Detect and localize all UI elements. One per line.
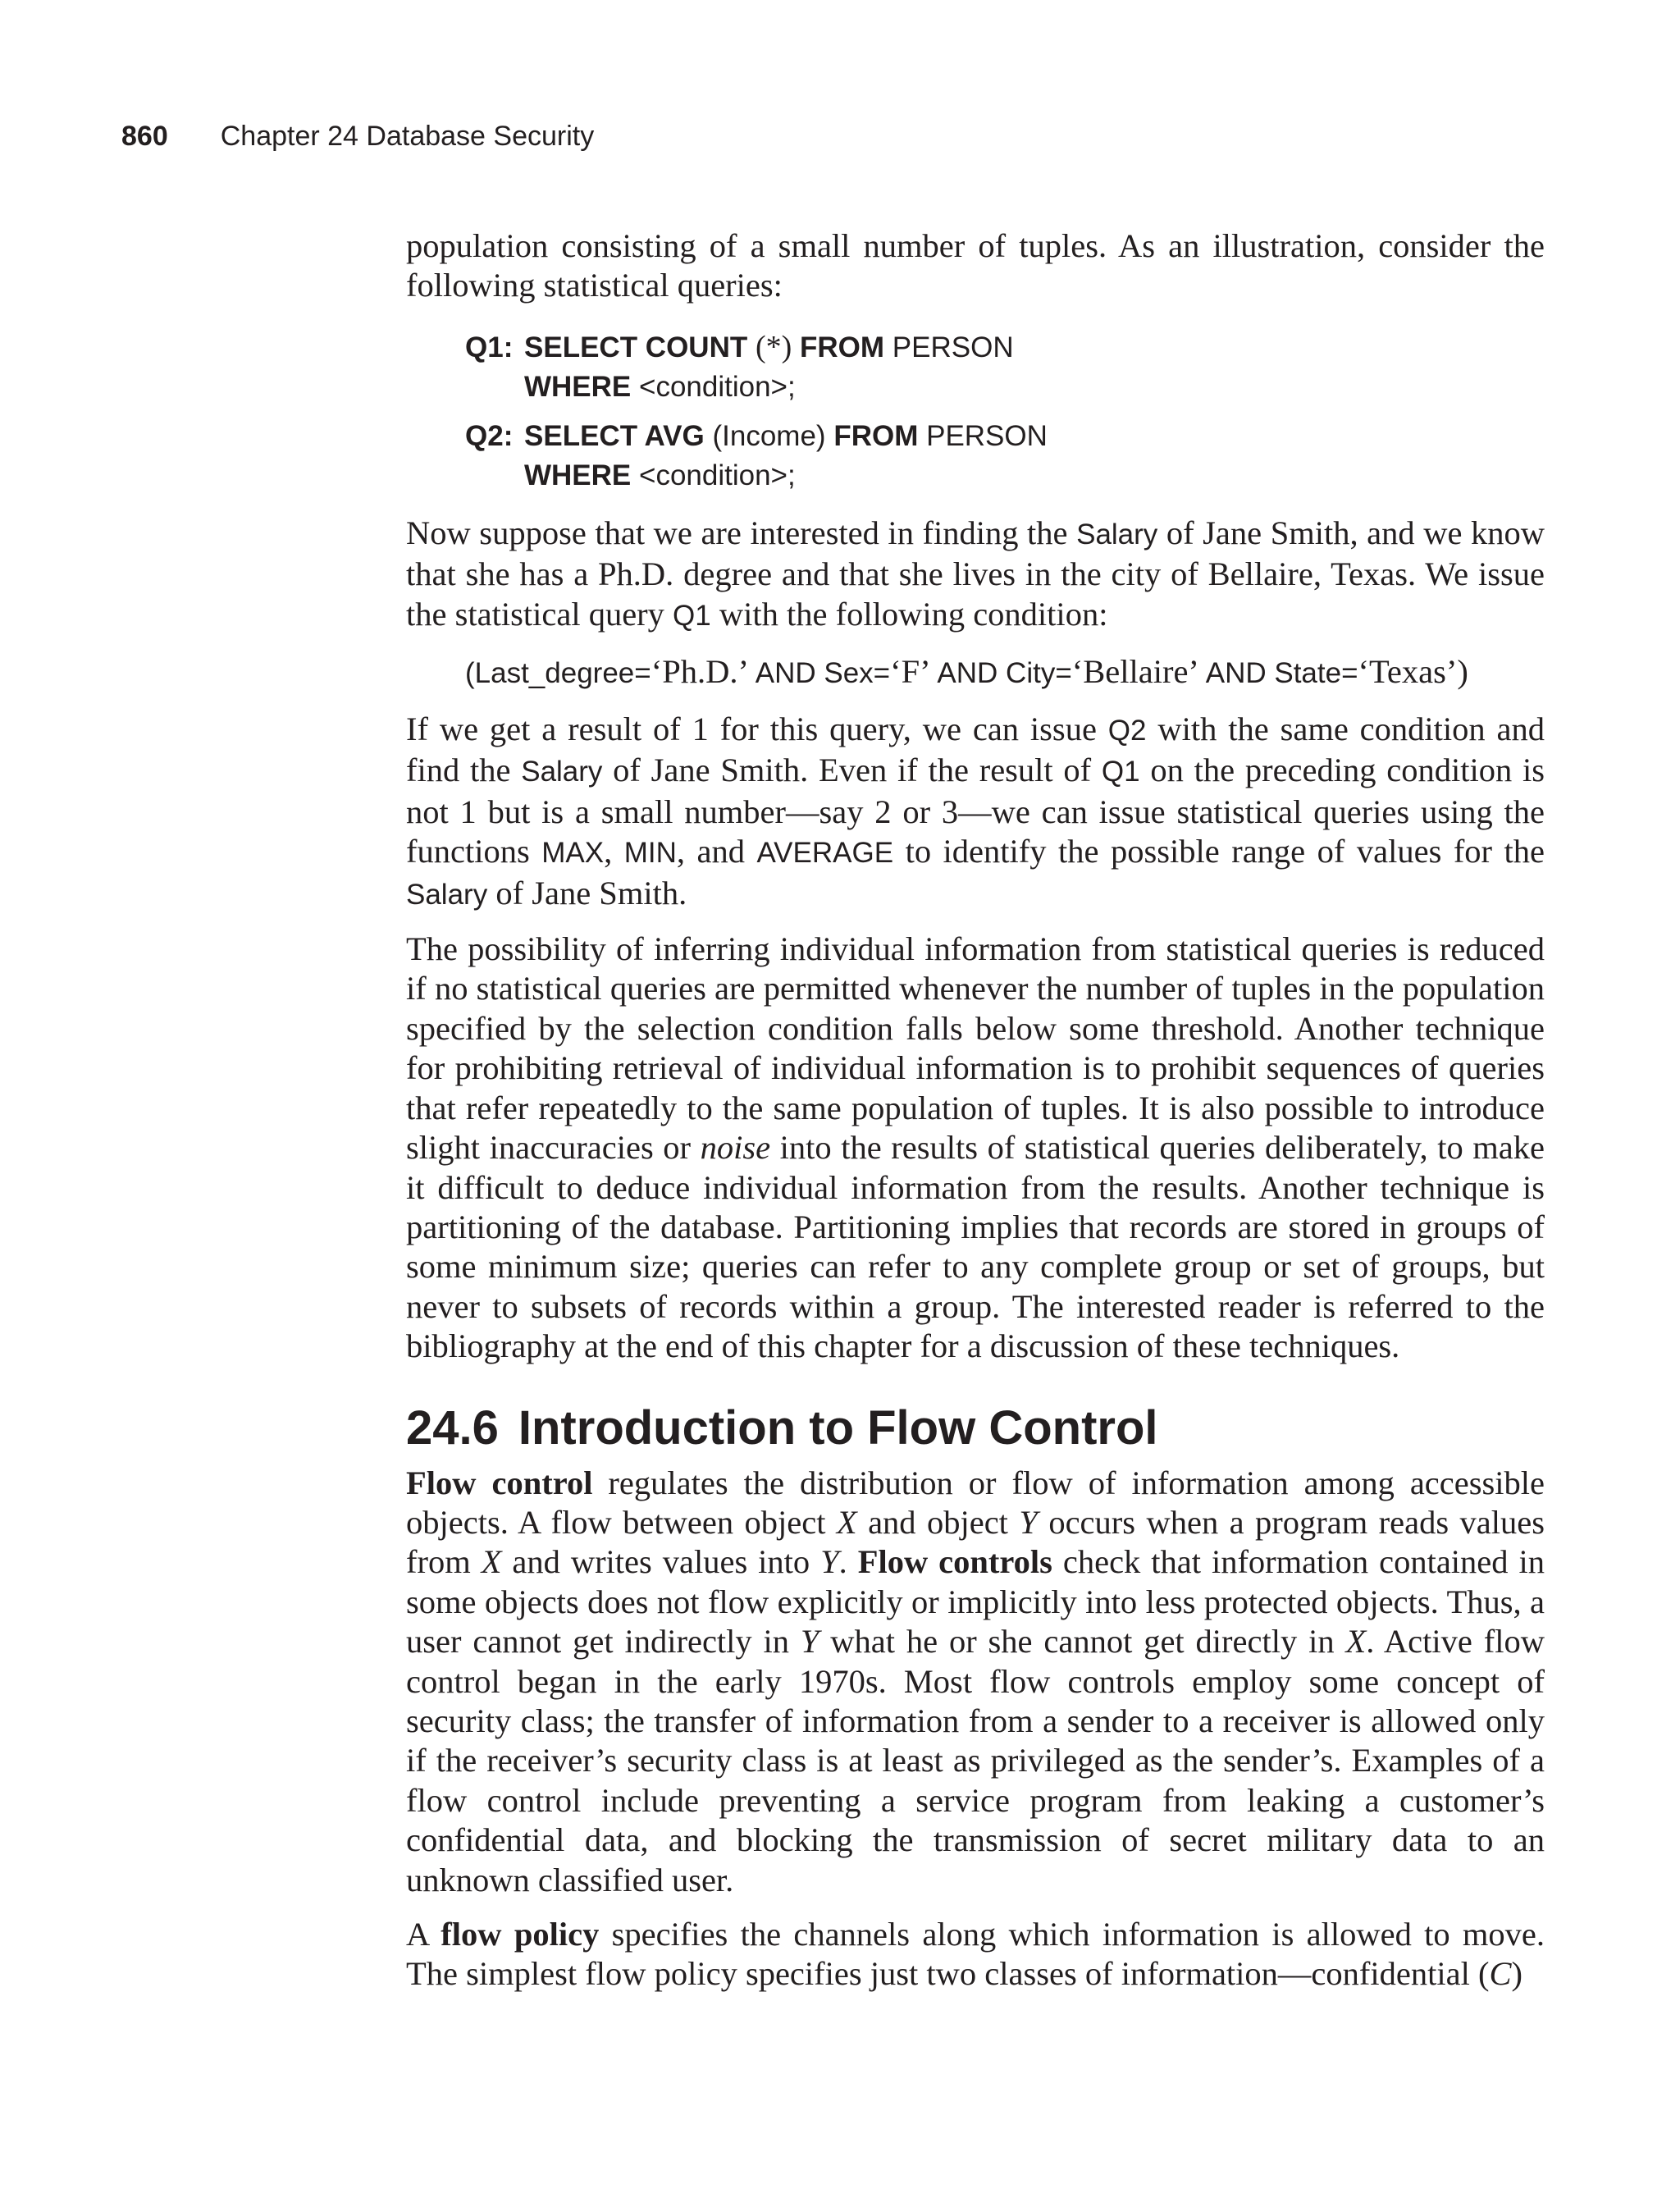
p3-text-1: If we get a result of 1 for this query, we can issue — [406, 710, 1108, 748]
paragraph-salary-query — [406, 514, 1545, 636]
p3-text-5: to identify the possible range of values for the — [893, 833, 1545, 870]
paragraph-result — [406, 710, 1545, 915]
p3-func-average: AVERAGE — [756, 837, 894, 870]
paragraph-intro — [406, 226, 1545, 306]
p3-text-6: of Jane Smith. — [487, 874, 687, 911]
cond-attr-state: State= — [1274, 657, 1358, 690]
query-q2-arg: (Income) — [712, 419, 826, 452]
p4-text-1: The possibility of inferring individual information from statistical queries is reduced if no statistical queries are permitted whenever the number of tuples in the population specified by the selection condition falls below some threshold. Another technique for prohibiting retrieval of individual information is to prohibit sequences of queries that refer repeatedly to the same population of tuples. It is also possible to introduce slight inaccuracies or — [406, 930, 1545, 1167]
paragraph-intro-text: population consisting of a small number of tuples. As an illustration, consider the following statistical queries: — [406, 227, 1545, 304]
p5-text-4: and writes values into — [501, 1543, 821, 1581]
query-q2-label: Q2: — [465, 419, 514, 452]
chapter-title: Chapter 24 Database Security — [220, 121, 595, 152]
p6-term-flow-policy: flow policy — [441, 1916, 600, 1953]
p5-text-7: what he or she cannot get directly in — [819, 1623, 1346, 1661]
p4-text-2: into the results of statistical queries deliberately, to make it difficult to deduce individual information from the results. Another technique is partitioning of the database. Partitioning implies that records are stored in groups of some minimum size; queries can refer to any complete group or set of groups, but never to subsets of records within a group. The interested reader is referred to the bibliography at the end of this chapter for a discussion of these techniques. — [406, 1129, 1545, 1365]
cond-and-3: AND — [1198, 657, 1275, 690]
p3-func-max: MAX — [541, 837, 605, 870]
cond-value-f: ‘F’ — [890, 653, 931, 691]
p6-text-2: specifies the channels along which information is allowed to move. The simplest flow policy specifies just two classes of information—confidential ( — [406, 1916, 1545, 1993]
cond-close-paren: ) — [1457, 653, 1468, 691]
query-q2-table: PERSON — [926, 419, 1048, 452]
p6-var-c: C — [1489, 1955, 1512, 1993]
p3-text-4: on the preceding condition is not 1 but is a small number—say 2 or 3—we can issue statistical queries using the functions — [406, 752, 1545, 870]
query-q1-cond: <condition>; — [639, 370, 796, 403]
p3-comma-1: , — [604, 833, 624, 870]
query-q1-line2 — [465, 368, 1545, 407]
query-q2-from: FROM — [833, 419, 919, 452]
cond-value-texas: ‘Texas’ — [1358, 653, 1458, 691]
paragraph-flow-policy — [406, 1915, 1545, 1994]
cond-open-paren: ( — [465, 657, 475, 690]
query-q2-line1 — [465, 417, 1545, 456]
cond-and-2: AND — [930, 657, 1007, 690]
paragraph-inference — [406, 930, 1545, 1366]
p3-text-3: of Jane Smith. Even if the result of — [602, 752, 1102, 789]
p3-text-2: with the same condition and find the — [406, 710, 1545, 789]
p3-attr-salary-1: Salary — [521, 756, 603, 788]
p3-query-ref-q2: Q2 — [1107, 715, 1147, 747]
section-title: Introduction to Flow Control — [518, 1400, 1158, 1455]
query-q1 — [465, 327, 1545, 407]
condition-expression — [465, 652, 1545, 693]
page-number: 860 — [121, 121, 168, 152]
cond-attr-sex: Sex= — [824, 657, 891, 690]
p5-text-8: . Active flow control began in the early 1970s. Most flow controls employ some concept of security class; the transfer of information from a sender to a receiver is allowed only if the receiver’s security class is at least as privileged as the sender’s. Examples of a flow control include preventing a service program from leaking a customer’s confidential data, and blocking the transmission of secret military data to an unknown classified user. — [406, 1623, 1545, 1898]
running-head — [121, 118, 594, 154]
p5-var-y-3: Y — [800, 1623, 819, 1661]
p2-attr-salary: Salary — [1076, 518, 1158, 550]
p5-text-1: regulates the distribution or flow of information among accessible objects. A flow between object — [406, 1464, 1545, 1541]
cond-attr-city: City= — [1006, 657, 1072, 690]
p5-term-flow-controls: Flow controls — [857, 1543, 1052, 1581]
p5-var-y-1: Y — [1019, 1503, 1038, 1541]
p5-var-x-3: X — [1345, 1623, 1367, 1661]
p3-func-min: MIN — [623, 837, 677, 870]
query-q1-select: SELECT COUNT — [524, 331, 748, 363]
p5-text-2: and object — [856, 1503, 1020, 1541]
cond-value-phd: ‘Ph.D.’ — [651, 653, 749, 691]
p2-query-ref-q1: Q1 — [673, 599, 711, 632]
p4-term-noise: noise — [700, 1129, 771, 1167]
query-q2-select: SELECT AVG — [524, 419, 705, 452]
paragraph-flow-control — [406, 1464, 1545, 1900]
section-number: 24.6 — [406, 1400, 499, 1455]
query-q2-line2 — [465, 456, 1545, 496]
p5-var-x-2: X — [481, 1543, 502, 1581]
p2-text-2: of Jane Smith, and we know that she has a Ph.D. degree and that she lives in the city of Bellaire, Texas. We issue the statistical query — [406, 514, 1545, 633]
p5-var-x-1: X — [836, 1503, 857, 1541]
p2-text-1: Now suppose that we are interested in finding the — [406, 514, 1077, 551]
query-q1-label: Q1: — [465, 331, 514, 363]
p3-query-ref-q1: Q1 — [1101, 756, 1140, 788]
p5-text-3: occurs when a program reads values from — [406, 1503, 1545, 1581]
page-body — [406, 226, 1545, 1994]
query-q2-where: WHERE — [524, 459, 632, 491]
p3-comma-2: , and — [676, 833, 757, 870]
query-q1-line1 — [465, 327, 1545, 368]
p2-text-3: with the following condition: — [710, 595, 1108, 633]
query-q1-arg: (*) — [755, 329, 792, 364]
p3-attr-salary-2: Salary — [406, 878, 488, 911]
cond-attr-last-degree: Last_degree= — [474, 657, 651, 690]
p6-text-1: A — [406, 1916, 441, 1953]
cond-value-bellaire: ‘Bellaire’ — [1071, 653, 1199, 691]
p5-var-y-2: Y — [820, 1543, 839, 1581]
query-q1-from: FROM — [800, 331, 885, 363]
p5-text-5: . — [838, 1543, 858, 1581]
p5-text-6: check that information contained in some objects does not flow explicitly or implicitly into less protected objects. Thus, a user cannot get indirectly in — [406, 1543, 1545, 1661]
query-q1-table: PERSON — [892, 331, 1014, 363]
cond-and-1: AND — [748, 657, 824, 690]
p6-text-3: ) — [1511, 1955, 1522, 1993]
query-q2-cond: <condition>; — [639, 459, 796, 491]
section-heading — [406, 1400, 1545, 1457]
query-q2 — [465, 417, 1545, 496]
p5-term-flow-control: Flow control — [406, 1464, 593, 1501]
query-q1-where: WHERE — [524, 370, 632, 403]
